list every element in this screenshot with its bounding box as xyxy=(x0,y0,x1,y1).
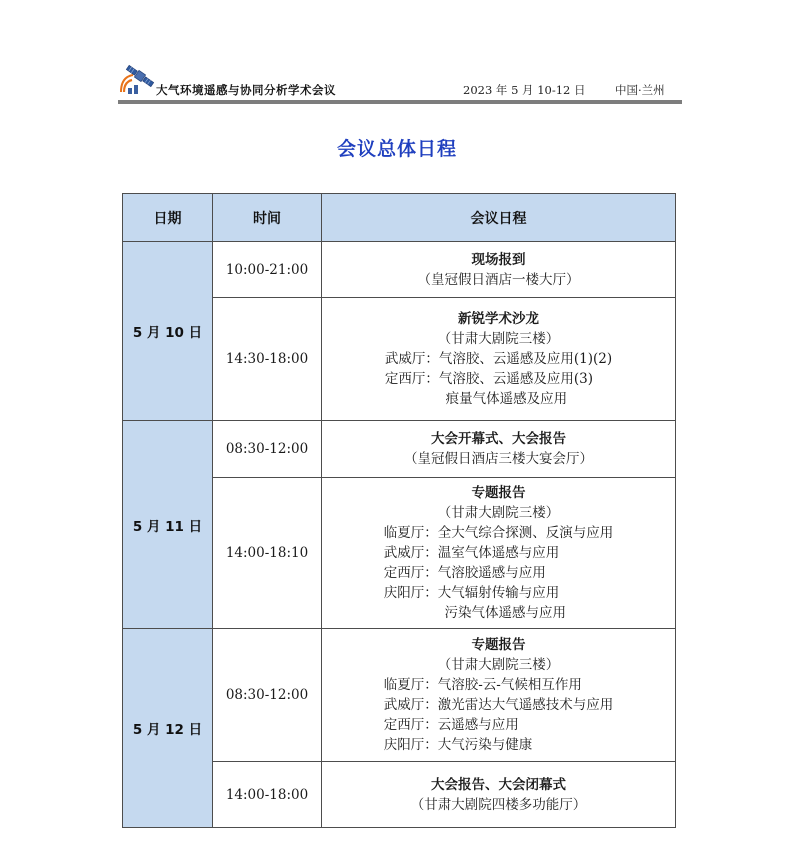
room-name: 庆阳厅： xyxy=(383,737,438,753)
room-name: 武威厅： xyxy=(383,697,438,713)
event-title: 现场报到 xyxy=(471,251,526,268)
room-line xyxy=(384,603,614,623)
room-line xyxy=(384,583,614,603)
room-topic: 全大气综合探测、反演与应用 xyxy=(437,525,614,541)
event-venue: （甘肃大剧院三楼） xyxy=(437,657,560,673)
event-venue: （皇冠假日酒店一楼大厅） xyxy=(417,271,580,288)
room-name: 定西厅： xyxy=(383,717,438,733)
room-topic: 大气辐射传输与应用 xyxy=(437,585,560,601)
room-topic: 气溶胶、云遥感及应用(3) xyxy=(438,371,593,387)
event-venue: （甘肃大剧院三楼） xyxy=(437,505,560,521)
room-line xyxy=(384,543,614,563)
room-list xyxy=(385,349,612,409)
event-title: 大会开幕式、大会报告 xyxy=(431,431,566,447)
room-line xyxy=(385,369,612,389)
conference-date: 2023 年 5 月 10-12 日 xyxy=(463,83,586,97)
room-topic: 气溶胶遥感与应用 xyxy=(437,565,546,581)
room-line xyxy=(385,349,612,369)
header-agenda: 会议日程 xyxy=(322,194,676,242)
date-cell: 5 月 12 日 xyxy=(123,629,213,828)
room-topic: 污染气体遥感与应用 xyxy=(444,605,566,621)
event-title: 大会报告、大会闭幕式 xyxy=(431,776,566,793)
event-venue: （皇冠假日酒店三楼大宴会厅） xyxy=(404,451,593,467)
room-topic: 温室气体遥感与应用 xyxy=(437,545,560,561)
time-cell: 14:30-18:00 xyxy=(213,298,322,421)
conference-title: 大气环境遥感与协同分析学术会议 xyxy=(156,83,336,97)
date-cell: 5 月 11 日 xyxy=(123,421,213,629)
agenda-cell xyxy=(322,629,676,762)
agenda-cell xyxy=(322,421,676,478)
header-time: 时间 xyxy=(213,194,322,242)
room-name: 定西厅： xyxy=(384,371,439,387)
page-title: 会议总体日程 xyxy=(336,138,457,160)
room-topic: 气溶胶-云-气候相互作用 xyxy=(437,677,582,693)
event-title: 专题报告 xyxy=(471,637,526,653)
time-cell: 14:00-18:10 xyxy=(213,478,322,629)
room-topic: 气溶胶、云遥感及应用(1)(2) xyxy=(438,351,613,367)
table-header-row xyxy=(123,194,676,242)
room-name: 庆阳厅： xyxy=(383,585,438,601)
event-venue: （甘肃大剧院三楼） xyxy=(437,331,560,347)
room-line xyxy=(384,695,614,715)
header-divider xyxy=(118,100,682,104)
room-name: 临夏厅： xyxy=(383,525,438,541)
event-title: 专题报告 xyxy=(471,485,526,501)
room-name: 定西厅： xyxy=(383,565,438,581)
time-cell: 14:00-18:00 xyxy=(213,762,322,828)
table-row xyxy=(123,421,676,478)
room-line xyxy=(384,563,614,583)
page-header xyxy=(118,60,682,104)
room-topic: 云遥感与应用 xyxy=(437,717,519,733)
room-list xyxy=(384,675,614,755)
room-topic: 激光雷达大气遥感技术与应用 xyxy=(437,697,614,713)
room-line xyxy=(385,389,612,409)
agenda-cell xyxy=(322,298,676,421)
table-row xyxy=(123,629,676,762)
agenda-cell xyxy=(322,242,676,298)
room-topic: 大气污染与健康 xyxy=(437,737,533,753)
event-venue: （甘肃大剧院四楼多功能厅） xyxy=(410,796,587,813)
room-topic: 痕量气体遥感及应用 xyxy=(445,391,568,407)
room-name: 武威厅： xyxy=(384,351,439,367)
agenda-cell xyxy=(322,478,676,629)
time-cell: 10:00-21:00 xyxy=(213,242,322,298)
room-line xyxy=(384,715,614,735)
room-name: 临夏厅： xyxy=(383,677,438,693)
event-title: 新锐学术沙龙 xyxy=(458,311,539,327)
conference-location: 中国·兰州 xyxy=(615,83,665,97)
schedule-table xyxy=(122,193,676,828)
room-line xyxy=(384,735,614,755)
date-cell: 5 月 10 日 xyxy=(123,242,213,421)
agenda-cell xyxy=(322,762,676,828)
time-cell: 08:30-12:00 xyxy=(213,629,322,762)
room-line xyxy=(384,675,614,695)
satellite-icon xyxy=(120,62,156,96)
room-line xyxy=(384,523,614,543)
room-name: 武威厅： xyxy=(383,545,438,561)
table-row xyxy=(123,242,676,298)
time-cell: 08:30-12:00 xyxy=(213,421,322,478)
header-date: 日期 xyxy=(123,194,213,242)
room-list xyxy=(384,523,614,623)
